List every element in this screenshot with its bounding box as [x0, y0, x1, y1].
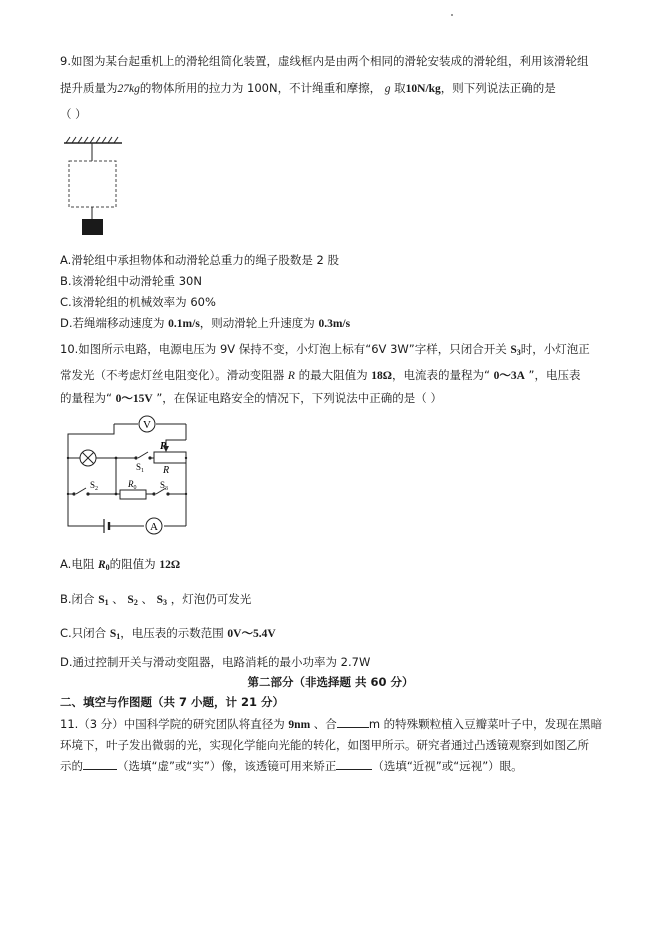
q9-stem-line2: 提升质量为27kg的物体所用的拉力为 100N，不计绳重和摩擦， g 取10N/kg，则下列说法正确的是 — [60, 81, 556, 95]
q9-option-c: C.该滑轮组的机械效率为 60% — [60, 295, 216, 309]
pulley-figure — [60, 134, 130, 239]
scan-dot — [451, 14, 453, 16]
q11-line3: 示的 （选填“虚”或“实”）像，该透镜可用来矫正 （选填“近视”或“远视”）眼。 — [60, 759, 523, 773]
battery-symbol — [104, 519, 114, 533]
blank-3[interactable] — [336, 758, 372, 770]
q10-stem-line1: 10.如图所示电路，电源电压为 9V 保持不变，小灯泡上标有“6V 3W”字样，只闭合开关 $S_3$时，小灯泡正 — [60, 342, 590, 357]
svg-text:V: V — [143, 419, 151, 431]
ammeter-symbol — [146, 518, 162, 534]
q10-option-b: B.闭合 $S_1$ 、 $S_2$ 、 $S_3$ ，灯泡仍可发光 — [60, 592, 252, 607]
q10-option-d: D.通过控制开关与滑动变阻器，电路消耗的最小功率为 2.7W — [60, 655, 371, 669]
circuit-diagram — [60, 412, 200, 540]
q10-stem-line2: 常发光（不考虑灯丝电阻变化）。滑动变阻器 R 的最大阻值为 18Ω，电流表的量程为“ 0～3A ”，电压表 — [60, 368, 581, 382]
q9-option-b: B.该滑轮组中动滑轮重 30N — [60, 274, 202, 288]
q10-stem-line3: 的量程为“ 0～15V ”，在保证电路安全的情况下，下列说法中正确的是（ ） — [60, 391, 442, 405]
q9-option-a: A.滑轮组中承担物体和动滑轮总重力的绳子股数是 2 股 — [60, 253, 339, 267]
blank-1[interactable] — [337, 716, 369, 728]
q11-line1: 11.（3 分）中国科学院的研究团队将直径为 9nm 、合 m 的特殊颗粒植入豆瓣菜叶子中，发现在黑暗 — [60, 717, 603, 731]
q10-option-a: A.电阻 $R_0$的阻值为 12Ω — [60, 557, 181, 572]
label-r: R — [163, 465, 170, 476]
section-title: 二、填空与作图题（共 7 小题，计 21 分） — [60, 695, 285, 709]
label-r0: $R_0$ — [128, 479, 137, 491]
voltmeter-symbol — [139, 416, 155, 432]
q9-stem-line1: 9.如图为某台起重机上的滑轮组简化装置，虚线框内是由两个相同的滑轮安装成的滑轮组，利用该滑轮组 — [60, 54, 589, 68]
q9-option-d: D.若绳端移动速度为 0.1m/s，则动滑轮上升速度为 0.3m/s — [60, 316, 351, 330]
q9-answer-bracket: （ ） — [60, 107, 87, 121]
part2-title: 第二部分（非选择题 共 60 分） — [247, 675, 414, 689]
ceiling-hatching — [66, 137, 118, 143]
lamp-symbol — [80, 450, 96, 466]
weight-block — [82, 219, 103, 235]
label-s3: $S_3$ — [160, 480, 169, 492]
svg-text:A: A — [150, 521, 158, 533]
label-s1: $S_1$ — [136, 462, 145, 474]
label-p: P — [160, 441, 167, 452]
label-s2: $S_2$ — [90, 480, 99, 492]
q11-line2: 环境下，叶子发出微弱的光，实现化学能向光能的转化，如图甲所示。研究者通过凸透镜观察到如图乙所 — [60, 738, 589, 752]
blank-2[interactable] — [83, 758, 117, 770]
q10-option-c: C.只闭合 $S_1$，电压表的示数范围 0V～5.4V — [60, 626, 276, 641]
pulley-dashed-box — [69, 161, 116, 207]
